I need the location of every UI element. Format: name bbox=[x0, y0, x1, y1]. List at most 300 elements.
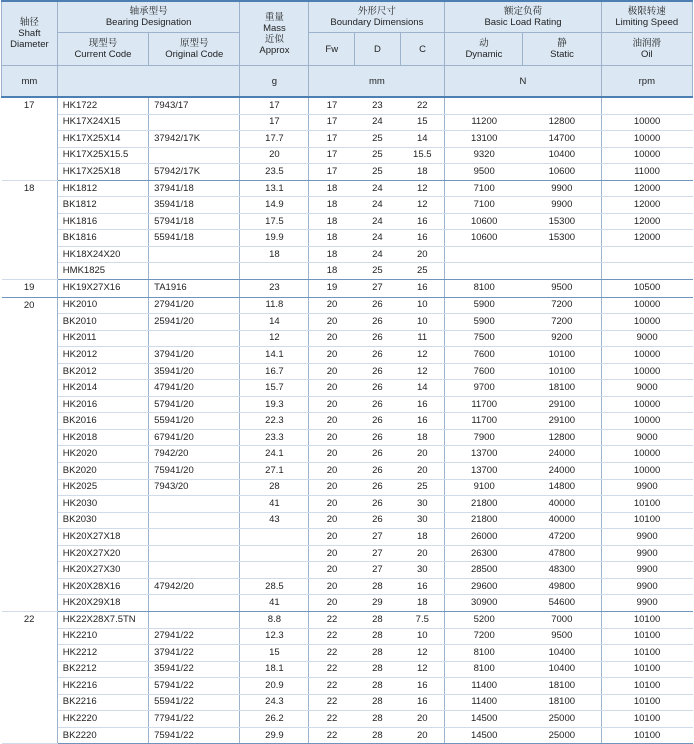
dynamic-load-cell: 7200 bbox=[445, 628, 523, 645]
current-code-cell: HK20X27X30 bbox=[57, 562, 148, 579]
current-code-cell: HK2012 bbox=[57, 347, 148, 364]
mass-cell: 24.1 bbox=[240, 446, 309, 463]
original-code-cell: 67941/20 bbox=[149, 429, 240, 446]
c-cell: 16 bbox=[400, 213, 445, 230]
current-header-cn: 现型号 bbox=[88, 38, 118, 49]
mass-cell: 17 bbox=[240, 97, 309, 114]
c-cell: 11 bbox=[400, 330, 445, 347]
c-cell: 12 bbox=[400, 347, 445, 364]
original-code-cell: 37941/20 bbox=[149, 347, 240, 364]
limiting-speed-cell: 10100 bbox=[601, 711, 692, 728]
limiting-speed-cell: 9000 bbox=[601, 380, 692, 397]
d-cell: 25 bbox=[355, 147, 401, 164]
d-cell: 26 bbox=[355, 479, 401, 496]
static-load-cell: 18100 bbox=[523, 380, 601, 397]
static-load-cell: 24000 bbox=[523, 446, 601, 463]
mass-cell: 26.2 bbox=[240, 711, 309, 728]
mass-cell: 8.8 bbox=[240, 611, 309, 628]
d-cell: 24 bbox=[355, 114, 401, 131]
fw-cell: 18 bbox=[309, 246, 355, 263]
mass-header-en2: Approx bbox=[259, 44, 290, 56]
d-header: D bbox=[355, 33, 401, 66]
original-code-cell bbox=[149, 595, 240, 612]
original-code-cell: 7943/20 bbox=[149, 479, 240, 496]
d-cell: 28 bbox=[355, 628, 401, 645]
current-code-cell: HK2210 bbox=[57, 628, 148, 645]
c-cell: 18 bbox=[400, 164, 445, 181]
original-code-cell: 47941/20 bbox=[149, 380, 240, 397]
d-cell: 25 bbox=[355, 131, 401, 148]
dynamic-load-cell: 7600 bbox=[445, 347, 523, 364]
c-cell: 20 bbox=[400, 545, 445, 562]
table-row bbox=[2, 512, 693, 529]
original-code-cell bbox=[149, 611, 240, 628]
c-cell: 20 bbox=[400, 463, 445, 480]
fw-cell: 20 bbox=[309, 479, 355, 496]
current-code-cell: HMK1825 bbox=[57, 263, 148, 280]
static-load-cell: 10100 bbox=[523, 363, 601, 380]
fw-cell: 20 bbox=[309, 496, 355, 513]
d-cell: 24 bbox=[355, 213, 401, 230]
c-cell: 30 bbox=[400, 512, 445, 529]
shaft-header-en2: Diameter bbox=[10, 39, 49, 50]
d-cell: 26 bbox=[355, 446, 401, 463]
d-cell: 26 bbox=[355, 512, 401, 529]
fw-cell: 20 bbox=[309, 347, 355, 364]
static-load-cell: 54600 bbox=[523, 595, 601, 612]
load-header-en: Basic Load Rating bbox=[484, 17, 562, 28]
static-load-cell: 15300 bbox=[523, 230, 601, 247]
mass-cell: 20.9 bbox=[240, 678, 309, 695]
mass-cell: 23 bbox=[240, 280, 309, 298]
table-row bbox=[2, 562, 693, 579]
limiting-speed-cell bbox=[601, 246, 692, 263]
mass-header-cn1: 重量 bbox=[264, 11, 284, 23]
fw-cell: 20 bbox=[309, 595, 355, 612]
limiting-speed-cell: 11000 bbox=[601, 164, 692, 181]
d-cell: 26 bbox=[355, 463, 401, 480]
current-code-cell: HK2010 bbox=[57, 297, 148, 314]
d-cell: 26 bbox=[355, 297, 401, 314]
static-header bbox=[523, 33, 601, 66]
table-row bbox=[2, 463, 693, 480]
mass-cell: 13.1 bbox=[240, 180, 309, 197]
table-row bbox=[2, 180, 693, 197]
table-row bbox=[2, 727, 693, 744]
current-code-cell: HK17X25X18 bbox=[57, 164, 148, 181]
mass-cell bbox=[240, 562, 309, 579]
table-row bbox=[2, 213, 693, 230]
table-row bbox=[2, 197, 693, 214]
mass-cell: 14.1 bbox=[240, 347, 309, 364]
designation-header-en: Bearing Designation bbox=[105, 17, 192, 28]
limiting-speed-cell: 9900 bbox=[601, 529, 692, 546]
mass-cell: 14 bbox=[240, 314, 309, 331]
c-cell: 10 bbox=[400, 314, 445, 331]
limiting-speed-cell: 10000 bbox=[601, 463, 692, 480]
current-code-cell: HK17X24X15 bbox=[57, 114, 148, 131]
original-code-cell: 57941/22 bbox=[149, 678, 240, 695]
mass-cell: 15.7 bbox=[240, 380, 309, 397]
current-code-cell: BK2012 bbox=[57, 363, 148, 380]
static-load-cell: 12800 bbox=[523, 429, 601, 446]
static-load-cell: 10100 bbox=[523, 347, 601, 364]
dynamic-load-cell: 7100 bbox=[445, 180, 523, 197]
mass-header bbox=[240, 1, 309, 66]
original-code-cell bbox=[149, 263, 240, 280]
fw-cell: 20 bbox=[309, 380, 355, 397]
dynamic-load-cell: 8100 bbox=[445, 645, 523, 662]
static-load-cell: 47800 bbox=[523, 545, 601, 562]
d-cell: 28 bbox=[355, 678, 401, 695]
current-code-header bbox=[57, 33, 148, 66]
dynamic-header-cn: 动 bbox=[479, 38, 489, 49]
original-code-cell bbox=[149, 562, 240, 579]
d-cell: 26 bbox=[355, 380, 401, 397]
mass-cell: 15 bbox=[240, 645, 309, 662]
limiting-speed-cell: 9000 bbox=[601, 429, 692, 446]
shaft-diameter-cell: 17 bbox=[2, 97, 58, 180]
table-row bbox=[2, 678, 693, 695]
dynamic-load-cell: 13700 bbox=[445, 463, 523, 480]
designation-unit-blank bbox=[57, 66, 240, 98]
dynamic-load-cell: 9100 bbox=[445, 479, 523, 496]
original-code-cell: 35941/18 bbox=[149, 197, 240, 214]
dynamic-header-en: Dynamic bbox=[465, 49, 503, 60]
static-load-cell: 49800 bbox=[523, 578, 601, 595]
table-row bbox=[2, 246, 693, 263]
dynamic-load-cell: 7600 bbox=[445, 363, 523, 380]
dynamic-load-cell: 7500 bbox=[445, 330, 523, 347]
d-cell: 26 bbox=[355, 413, 401, 430]
d-cell: 26 bbox=[355, 314, 401, 331]
d-cell: 26 bbox=[355, 363, 401, 380]
original-code-cell: 7942/20 bbox=[149, 446, 240, 463]
dynamic-load-cell: 11700 bbox=[445, 413, 523, 430]
current-code-cell: BK1812 bbox=[57, 197, 148, 214]
current-code-cell: HK2014 bbox=[57, 380, 148, 397]
table-row bbox=[2, 578, 693, 595]
dynamic-load-cell: 8100 bbox=[445, 280, 523, 298]
dimensions-unit: mm bbox=[309, 66, 445, 98]
table-row bbox=[2, 164, 693, 181]
designation-header-cn: 轴承型号 bbox=[129, 6, 168, 17]
current-code-cell: HK20X27X20 bbox=[57, 545, 148, 562]
c-cell: 30 bbox=[400, 496, 445, 513]
speed-header-cn: 极限转速 bbox=[627, 6, 666, 17]
d-cell: 28 bbox=[355, 711, 401, 728]
static-load-cell: 14700 bbox=[523, 131, 601, 148]
table-row bbox=[2, 147, 693, 164]
dynamic-load-cell: 7900 bbox=[445, 429, 523, 446]
mass-cell: 43 bbox=[240, 512, 309, 529]
c-cell: 16 bbox=[400, 578, 445, 595]
mass-cell: 11.8 bbox=[240, 297, 309, 314]
table-row bbox=[2, 330, 693, 347]
fw-cell: 22 bbox=[309, 611, 355, 628]
current-header-en: Current Code bbox=[74, 49, 132, 60]
current-code-cell: BK2216 bbox=[57, 694, 148, 711]
mass-cell: 20 bbox=[240, 147, 309, 164]
current-code-cell: HK2020 bbox=[57, 446, 148, 463]
limiting-speed-cell: 10100 bbox=[601, 496, 692, 513]
static-load-cell: 9500 bbox=[523, 280, 601, 298]
table-row bbox=[2, 529, 693, 546]
mass-cell: 23.5 bbox=[240, 164, 309, 181]
static-load-cell: 29100 bbox=[523, 413, 601, 430]
table-row bbox=[2, 661, 693, 678]
d-cell: 27 bbox=[355, 562, 401, 579]
c-cell: 15.5 bbox=[400, 147, 445, 164]
dynamic-load-cell: 9320 bbox=[445, 147, 523, 164]
limiting-speed-cell: 9900 bbox=[601, 562, 692, 579]
c-header: C bbox=[400, 33, 445, 66]
c-cell: 20 bbox=[400, 246, 445, 263]
static-load-cell: 9900 bbox=[523, 180, 601, 197]
static-load-cell: 15300 bbox=[523, 213, 601, 230]
static-load-cell bbox=[523, 263, 601, 280]
table-row bbox=[2, 446, 693, 463]
c-cell: 7.5 bbox=[400, 611, 445, 628]
limiting-speed-cell bbox=[601, 97, 692, 114]
dynamic-load-cell bbox=[445, 263, 523, 280]
c-cell: 14 bbox=[400, 380, 445, 397]
mass-cell: 23.3 bbox=[240, 429, 309, 446]
limiting-speed-cell: 10000 bbox=[601, 131, 692, 148]
oil-header-cn: 油润滑 bbox=[632, 38, 662, 49]
fw-cell: 19 bbox=[309, 280, 355, 298]
static-load-cell: 47200 bbox=[523, 529, 601, 546]
c-cell: 16 bbox=[400, 280, 445, 298]
current-code-cell: HK18X24X20 bbox=[57, 246, 148, 263]
load-unit: N bbox=[445, 66, 601, 98]
limiting-speed-cell: 10000 bbox=[601, 297, 692, 314]
current-code-cell: HK1722 bbox=[57, 97, 148, 114]
c-cell: 18 bbox=[400, 529, 445, 546]
limiting-speed-cell: 12000 bbox=[601, 197, 692, 214]
limiting-speed-cell: 10000 bbox=[601, 114, 692, 131]
dynamic-load-cell: 30900 bbox=[445, 595, 523, 612]
current-code-cell: HK2216 bbox=[57, 678, 148, 695]
speed-header-en: Limiting Speed bbox=[615, 17, 679, 28]
table-row bbox=[2, 131, 693, 148]
static-load-cell: 25000 bbox=[523, 727, 601, 744]
fw-cell: 20 bbox=[309, 529, 355, 546]
table-row bbox=[2, 230, 693, 247]
mass-cell: 28.5 bbox=[240, 578, 309, 595]
table-row bbox=[2, 114, 693, 131]
dynamic-load-cell: 11200 bbox=[445, 114, 523, 131]
fw-cell: 22 bbox=[309, 694, 355, 711]
table-row bbox=[2, 363, 693, 380]
dynamic-load-cell bbox=[445, 246, 523, 263]
dynamic-load-cell: 14500 bbox=[445, 727, 523, 744]
mass-cell: 19.3 bbox=[240, 396, 309, 413]
d-cell: 25 bbox=[355, 263, 401, 280]
original-code-cell bbox=[149, 147, 240, 164]
table-row bbox=[2, 413, 693, 430]
c-cell: 16 bbox=[400, 230, 445, 247]
fw-cell: 22 bbox=[309, 661, 355, 678]
static-load-cell: 12800 bbox=[523, 114, 601, 131]
fw-cell: 20 bbox=[309, 562, 355, 579]
limiting-speed-cell: 10000 bbox=[601, 413, 692, 430]
fw-cell: 18 bbox=[309, 263, 355, 280]
current-code-cell: HK2011 bbox=[57, 330, 148, 347]
limiting-speed-cell: 9900 bbox=[601, 578, 692, 595]
limiting-speed-cell: 10000 bbox=[601, 446, 692, 463]
limiting-speed-cell: 12000 bbox=[601, 180, 692, 197]
c-cell: 16 bbox=[400, 396, 445, 413]
c-cell: 14 bbox=[400, 131, 445, 148]
fw-cell: 20 bbox=[309, 363, 355, 380]
limiting-speed-cell: 10100 bbox=[601, 727, 692, 744]
original-code-cell bbox=[149, 114, 240, 131]
fw-cell: 20 bbox=[309, 578, 355, 595]
limiting-speed-cell: 12000 bbox=[601, 213, 692, 230]
limiting-speed-cell: 10000 bbox=[601, 347, 692, 364]
bearing-designation-header bbox=[57, 1, 240, 33]
original-code-cell: 35941/22 bbox=[149, 661, 240, 678]
c-cell: 15 bbox=[400, 114, 445, 131]
table-row bbox=[2, 280, 693, 298]
shaft-header-en1: Shaft bbox=[18, 28, 41, 39]
mass-cell: 17.7 bbox=[240, 131, 309, 148]
c-cell: 18 bbox=[400, 429, 445, 446]
limiting-speed-cell: 9900 bbox=[601, 595, 692, 612]
mass-cell: 18.1 bbox=[240, 661, 309, 678]
current-code-cell: BK2020 bbox=[57, 463, 148, 480]
shaft-diameter-header bbox=[2, 1, 58, 66]
static-load-cell: 7200 bbox=[523, 314, 601, 331]
fw-cell: 17 bbox=[309, 131, 355, 148]
limiting-speed-cell: 10100 bbox=[601, 661, 692, 678]
current-code-cell: HK17X25X14 bbox=[57, 131, 148, 148]
original-code-cell bbox=[149, 496, 240, 513]
original-code-cell: 57942/17K bbox=[149, 164, 240, 181]
dynamic-header bbox=[445, 33, 523, 66]
d-cell: 28 bbox=[355, 578, 401, 595]
current-code-cell: BK2030 bbox=[57, 512, 148, 529]
fw-cell: 17 bbox=[309, 97, 355, 114]
limiting-speed-cell: 10500 bbox=[601, 280, 692, 298]
oil-header bbox=[601, 33, 692, 66]
dynamic-load-cell: 7100 bbox=[445, 197, 523, 214]
limiting-speed-cell: 10000 bbox=[601, 147, 692, 164]
dynamic-load-cell: 5900 bbox=[445, 297, 523, 314]
boundary-header-cn: 外形尺寸 bbox=[357, 6, 396, 17]
c-cell: 18 bbox=[400, 595, 445, 612]
limiting-speed-cell: 10100 bbox=[601, 628, 692, 645]
d-cell: 28 bbox=[355, 611, 401, 628]
c-cell: 10 bbox=[400, 628, 445, 645]
limiting-speed-cell: 10100 bbox=[601, 645, 692, 662]
original-code-cell: 37941/18 bbox=[149, 180, 240, 197]
c-cell: 25 bbox=[400, 479, 445, 496]
fw-cell: 18 bbox=[309, 230, 355, 247]
table-row bbox=[2, 297, 693, 314]
current-code-cell: BK2220 bbox=[57, 727, 148, 744]
current-code-cell: HK2220 bbox=[57, 711, 148, 728]
static-load-cell bbox=[523, 246, 601, 263]
static-load-cell: 18100 bbox=[523, 694, 601, 711]
original-code-cell: 57941/20 bbox=[149, 396, 240, 413]
d-cell: 26 bbox=[355, 347, 401, 364]
mass-unit: g bbox=[240, 66, 309, 98]
fw-cell: 22 bbox=[309, 628, 355, 645]
static-load-cell: 14800 bbox=[523, 479, 601, 496]
oil-header-en: Oil bbox=[641, 49, 653, 60]
original-code-cell: 25941/20 bbox=[149, 314, 240, 331]
mass-cell bbox=[240, 263, 309, 280]
fw-cell: 18 bbox=[309, 197, 355, 214]
mass-cell: 14.9 bbox=[240, 197, 309, 214]
mass-header-en1: Mass bbox=[263, 22, 286, 34]
original-code-cell: 27941/22 bbox=[149, 628, 240, 645]
static-load-cell: 18100 bbox=[523, 678, 601, 695]
c-cell: 12 bbox=[400, 197, 445, 214]
mass-cell bbox=[240, 529, 309, 546]
original-code-cell: 57941/18 bbox=[149, 213, 240, 230]
table-row bbox=[2, 645, 693, 662]
c-cell: 30 bbox=[400, 562, 445, 579]
current-code-cell: BK2212 bbox=[57, 661, 148, 678]
table-row bbox=[2, 314, 693, 331]
original-code-cell bbox=[149, 545, 240, 562]
d-cell: 28 bbox=[355, 727, 401, 744]
d-cell: 24 bbox=[355, 197, 401, 214]
mass-cell: 22.3 bbox=[240, 413, 309, 430]
current-code-cell: HK2016 bbox=[57, 396, 148, 413]
boundary-header-en: Boundary Dimensions bbox=[330, 17, 424, 28]
limiting-speed-cell: 9900 bbox=[601, 545, 692, 562]
fw-cell: 22 bbox=[309, 678, 355, 695]
d-cell: 27 bbox=[355, 545, 401, 562]
dynamic-load-cell: 11700 bbox=[445, 396, 523, 413]
original-header-en: Original Code bbox=[165, 49, 224, 60]
d-cell: 27 bbox=[355, 280, 401, 298]
table-row bbox=[2, 347, 693, 364]
shaft-diameter-cell: 19 bbox=[2, 280, 58, 298]
c-cell: 25 bbox=[400, 263, 445, 280]
dynamic-load-cell: 14500 bbox=[445, 711, 523, 728]
d-cell: 25 bbox=[355, 164, 401, 181]
mass-cell: 18 bbox=[240, 246, 309, 263]
dynamic-load-cell: 9500 bbox=[445, 164, 523, 181]
table-row bbox=[2, 380, 693, 397]
static-load-cell: 29100 bbox=[523, 396, 601, 413]
original-code-cell: 55941/20 bbox=[149, 413, 240, 430]
c-cell: 12 bbox=[400, 645, 445, 662]
c-cell: 20 bbox=[400, 711, 445, 728]
fw-cell: 22 bbox=[309, 645, 355, 662]
mass-cell: 29.9 bbox=[240, 727, 309, 744]
fw-cell: 18 bbox=[309, 213, 355, 230]
table-body bbox=[2, 97, 693, 744]
static-header-en: Static bbox=[550, 49, 574, 60]
current-code-cell: HK20X29X18 bbox=[57, 595, 148, 612]
dynamic-load-cell: 8100 bbox=[445, 661, 523, 678]
c-cell: 12 bbox=[400, 180, 445, 197]
c-cell: 20 bbox=[400, 727, 445, 744]
current-code-cell: HK2018 bbox=[57, 429, 148, 446]
mass-cell: 12 bbox=[240, 330, 309, 347]
current-code-cell: BK2010 bbox=[57, 314, 148, 331]
table-row bbox=[2, 479, 693, 496]
c-cell: 16 bbox=[400, 694, 445, 711]
dynamic-load-cell: 9700 bbox=[445, 380, 523, 397]
d-cell: 28 bbox=[355, 694, 401, 711]
